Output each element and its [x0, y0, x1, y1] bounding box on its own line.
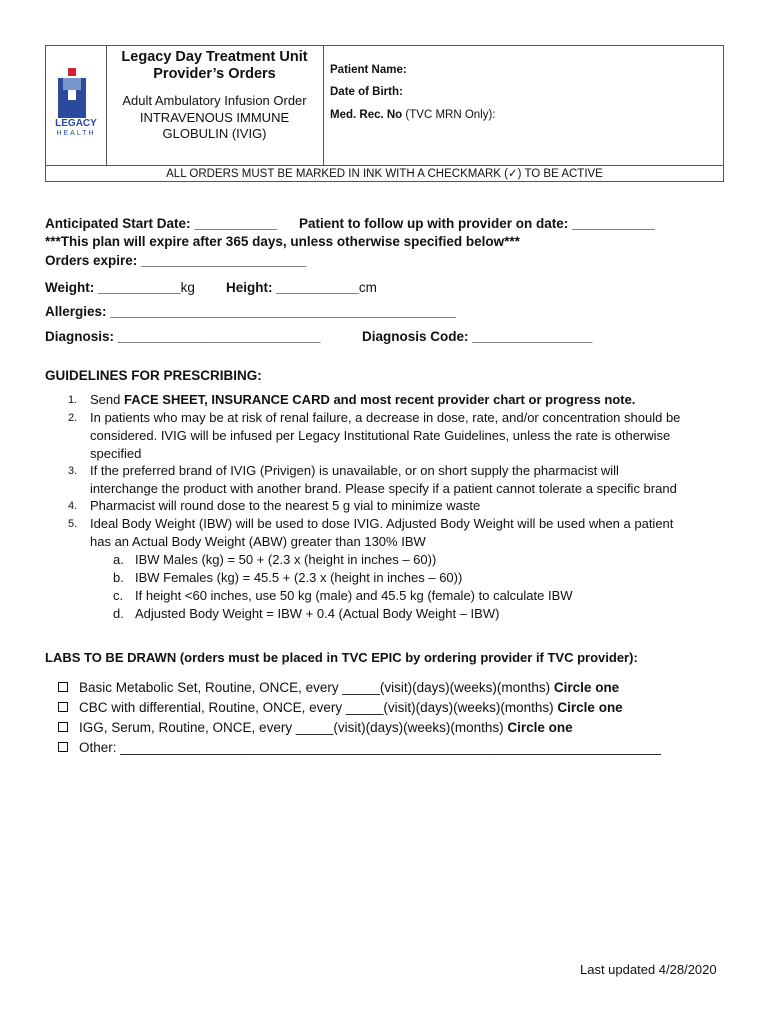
form-title-2: Provider’s Orders: [153, 66, 276, 82]
lab-item-other[interactable]: Other: ________________________________________________________________________: [79, 740, 661, 755]
title-cell: [106, 46, 324, 165]
lab-item: IGG, Serum, Routine, ONCE, every _____(visit)(days)(weeks)(months) Circle one: [79, 720, 573, 735]
allergies-field[interactable]: Allergies: ______________________________________________: [45, 304, 456, 319]
expire-note: ***This plan will expire after 365 days, unless otherwise specified below***: [45, 234, 520, 249]
ibw-formula-letter: d.: [113, 606, 124, 621]
ibw-formula-letter: b.: [113, 570, 124, 585]
mrn-label: Med. Rec. No (TVC MRN Only):: [330, 109, 496, 121]
height-field[interactable]: Height: ___________cm: [226, 280, 377, 295]
weight-field[interactable]: Weight: ___________kg: [45, 280, 195, 295]
ibw-formula: If height <60 inches, use 50 kg (male) and 45.5 kg (female) to calculate IBW: [135, 588, 573, 603]
guideline-item: In patients who may be at risk of renal failure, a decrease in dose, rate, and/or concentration should be: [90, 410, 681, 425]
ibw-formula: IBW Females (kg) = 45.5 + (2.3 x (height in inches – 60)): [135, 570, 463, 585]
lab-item: CBC with differential, Routine, ONCE, every _____(visit)(days)(weeks)(months) Circle one: [79, 700, 623, 715]
lab-item: Basic Metabolic Set, Routine, ONCE, every _____(visit)(days)(weeks)(months) Circle one: [79, 680, 620, 695]
form-subtitle-2: INTRAVENOUS IMMUNE: [139, 109, 290, 125]
logo-cell: [46, 46, 107, 165]
start-date-field[interactable]: Anticipated Start Date: ___________: [45, 216, 277, 231]
guideline-item-cont: interchange the product with another brand. Please specify if a patient cannot tolerate a specific brand: [90, 481, 677, 496]
follow-up-field[interactable]: Patient to follow up with provider on date: ___________: [299, 216, 655, 231]
guideline-item: Ideal Body Weight (IBW) will be used to dose IVIG. Adjusted Body Weight will be used when a patient: [90, 516, 674, 531]
labs-heading: LABS TO BE DRAWN (orders must be placed in TVC EPIC by ordering provider if TVC provider):: [45, 650, 638, 665]
guideline-item-cont: has an Actual Body Weight (ABW) greater than 130% IBW: [90, 534, 426, 549]
logo-subtext: HEALTH: [56, 130, 96, 137]
orders-expire-field[interactable]: Orders expire: ______________________: [45, 253, 307, 268]
lab-checkbox[interactable]: [58, 682, 68, 692]
guideline-number: 4.: [68, 500, 78, 512]
form-title: Legacy Day Treatment Unit: [121, 49, 308, 65]
ibw-formula-letter: c.: [113, 588, 124, 603]
form-subtitle: Adult Ambulatory Infusion Order: [122, 93, 307, 108]
ibw-formula-letter: a.: [113, 552, 124, 567]
guideline-item-cont: considered. IVIG will be infused per Legacy Institutional Rate Guidelines, unless the rate is otherwise: [90, 428, 671, 443]
guideline-number: 1.: [68, 394, 78, 406]
guideline-number: 3.: [68, 465, 78, 477]
last-updated: Last updated 4/28/2020: [580, 962, 717, 977]
guideline-item-cont: specified: [90, 446, 142, 461]
guideline-number: 2.: [68, 412, 78, 424]
lab-checkbox[interactable]: [58, 742, 68, 752]
header-table: [45, 45, 724, 182]
guidelines-heading: GUIDELINES FOR PRESCRIBING:: [45, 368, 262, 383]
patient-name-label: Patient Name:: [330, 64, 407, 76]
diagnosis-field[interactable]: Diagnosis: ___________________________: [45, 329, 321, 344]
form-subtitle-3: GLOBULIN (IVIG): [162, 126, 267, 141]
guideline-item: If the preferred brand of IVIG (Privigen) is unavailable, or on short supply the pharmacist will: [90, 463, 619, 478]
guideline-item: Send FACE SHEET, INSURANCE CARD and most recent provider chart or progress note.: [90, 392, 636, 407]
ibw-formula: IBW Males (kg) = 50 + (2.3 x (height in inches – 60)): [135, 552, 437, 567]
dob-label: Date of Birth:: [330, 86, 403, 98]
lab-checkbox[interactable]: [58, 702, 68, 712]
ibw-formula: Adjusted Body Weight = IBW + 0.4 (Actual Body Weight – IBW): [135, 606, 500, 621]
lab-checkbox[interactable]: [58, 722, 68, 732]
logo-text: LEGACY: [55, 118, 97, 129]
guideline-item: Pharmacist will round dose to the nearest 5 g vial to minimize waste: [90, 498, 481, 513]
patient-info-cell: [323, 46, 723, 165]
diagnosis-code-field[interactable]: Diagnosis Code: ________________: [362, 329, 593, 344]
ink-notice: ALL ORDERS MUST BE MARKED IN INK WITH A CHECKMARK (✓) TO BE ACTIVE: [46, 165, 723, 182]
guideline-number: 5.: [68, 518, 78, 530]
